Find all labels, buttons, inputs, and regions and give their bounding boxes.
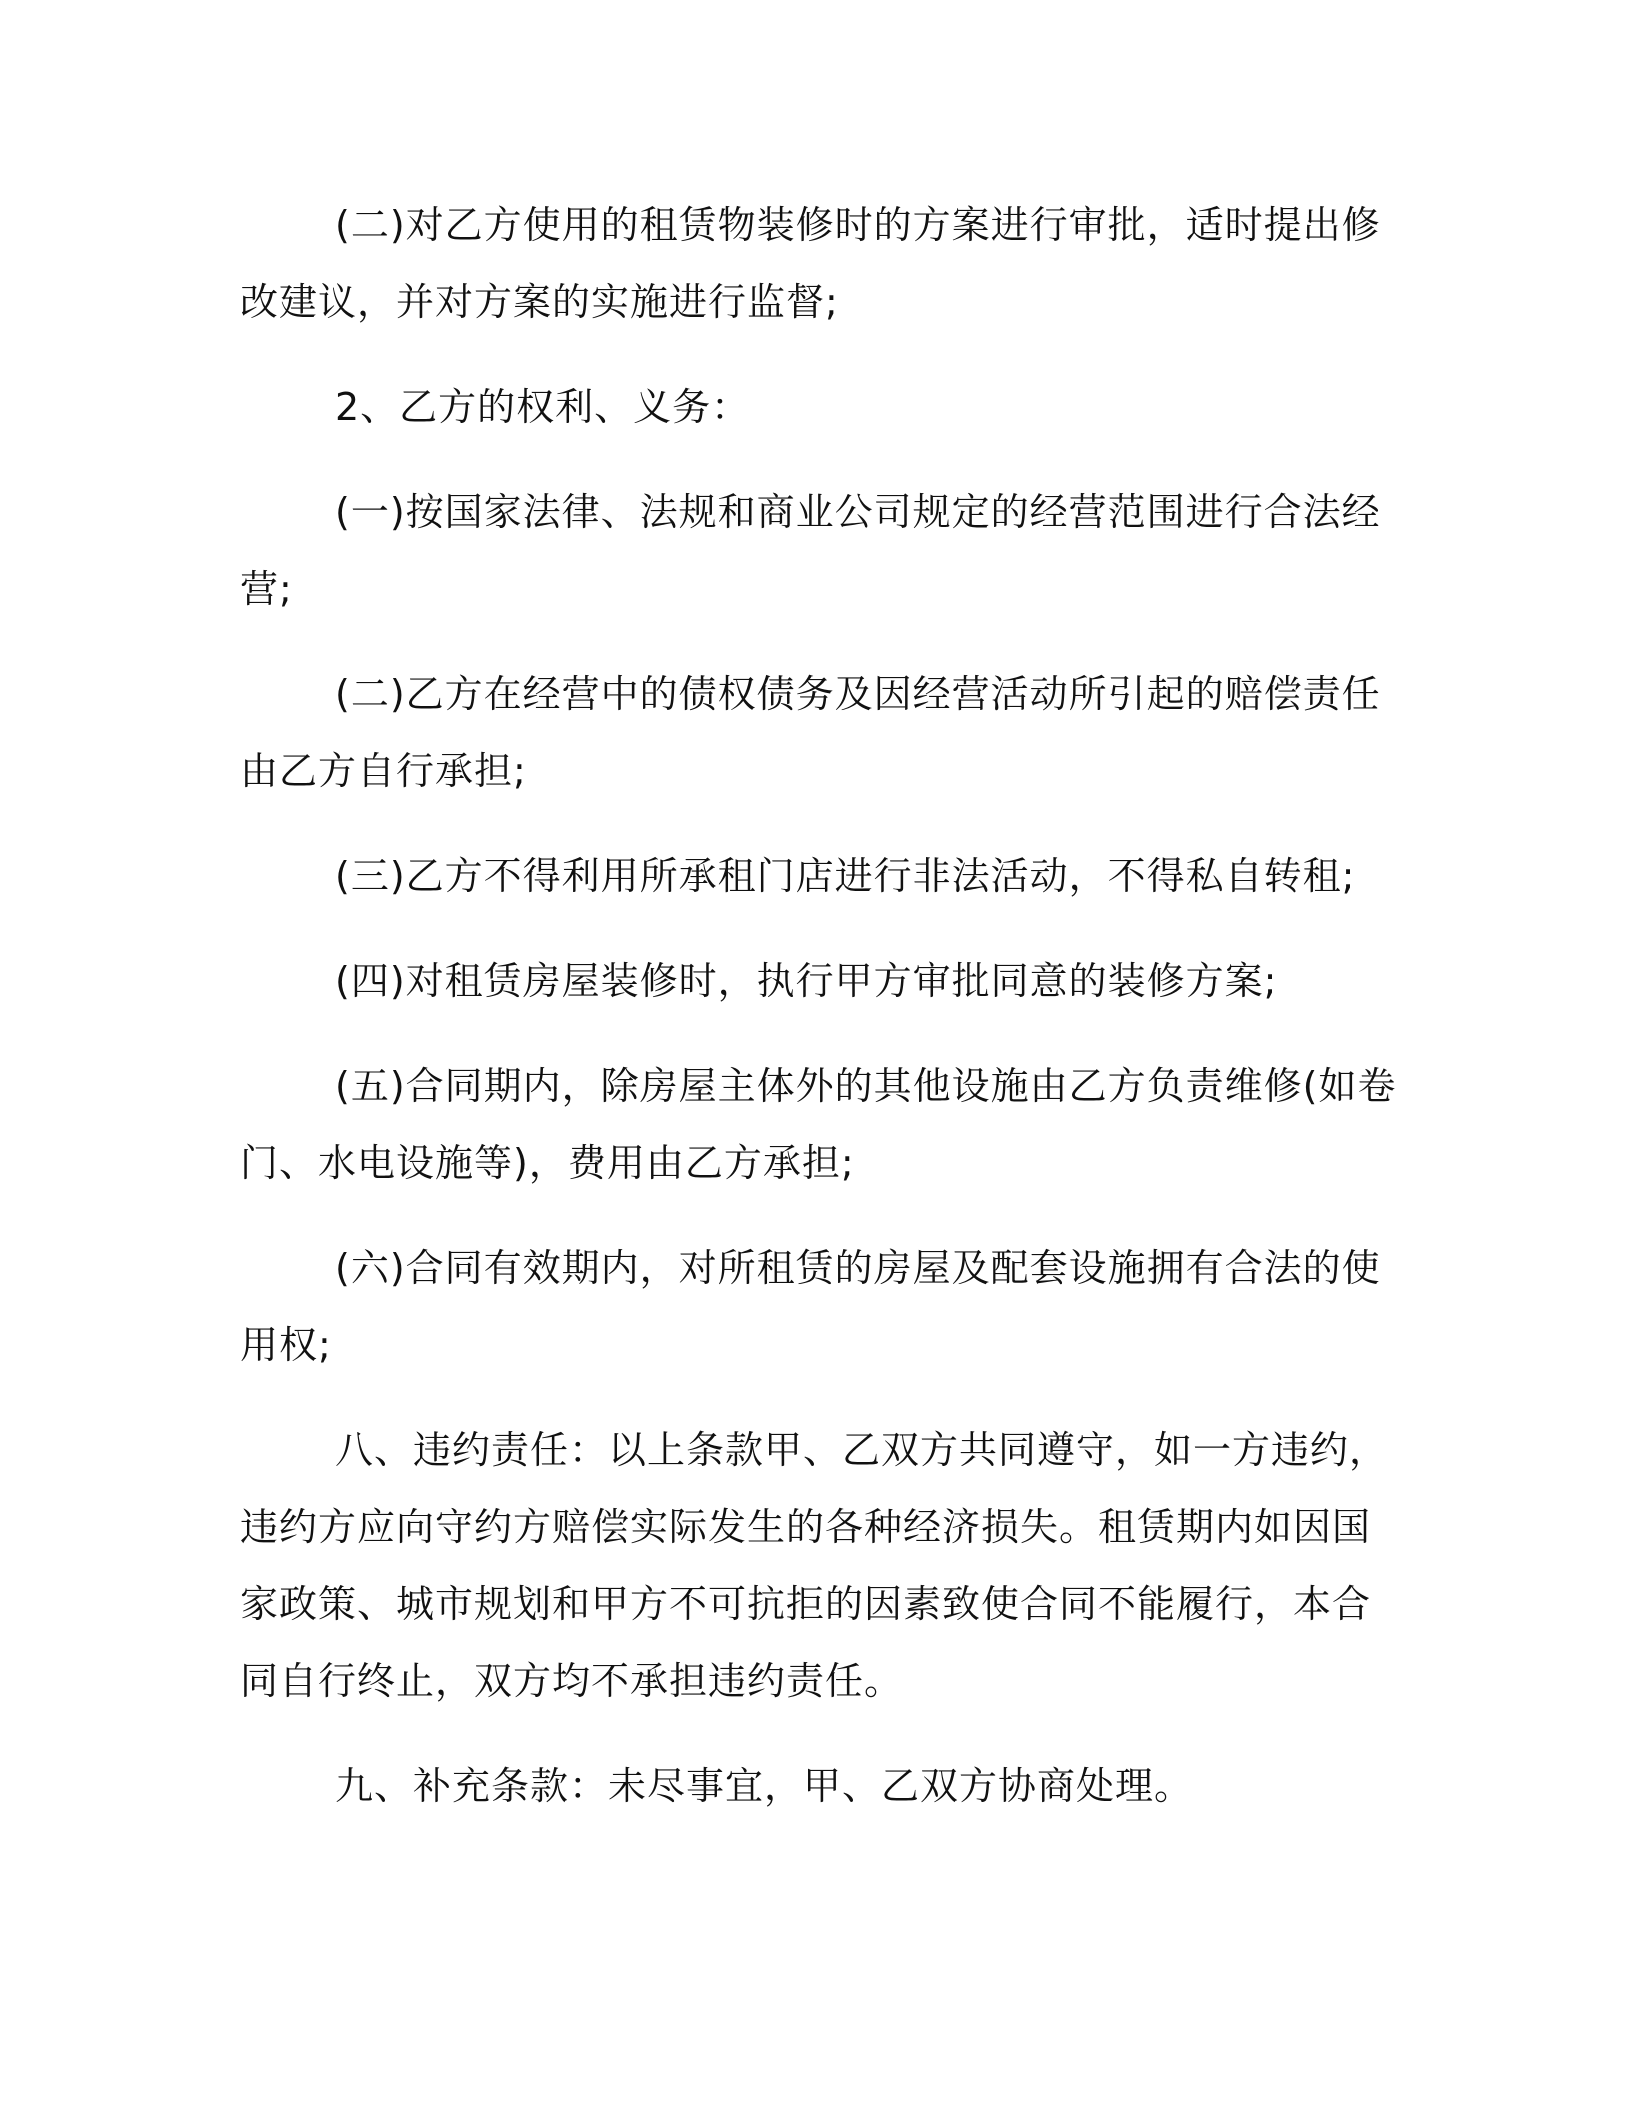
paragraph-breach-liability: 八、违约责任：以上条款甲、乙双方共同遵守，如一方违约，违约方应向守约方赔偿实际发生的各种经济损失。租赁期内如因国家政策、城市规划和甲方不可抗拒的因素致使合同不能履行，本合同自行终止，双方均不承担违约责任。 (240, 1428, 1389, 1703)
paragraph-no-illegal-activity: (三)乙方不得利用所承租门店进行非法活动，不得私自转租; (335, 854, 1356, 898)
paragraph-approval-clause: (二)对乙方使用的租赁物装修时的方案进行审批，适时提出修改建议，并对方案的实施进行监督; (240, 203, 1381, 324)
paragraph-debt-liability: (二)乙方在经营中的债权债务及因经营活动所引起的赔偿责任由乙方自行承担; (240, 672, 1381, 793)
paragraph-supplementary-terms: 九、补充条款：未尽事宜，甲、乙双方协商处理。 (335, 1764, 1194, 1808)
paragraph-usage-right: (六)合同有效期内，对所租赁的房屋及配套设施拥有合法的使用权; (240, 1246, 1381, 1367)
paragraph-party-b-heading: 2、乙方的权利、义务： (335, 385, 751, 429)
paragraph-renovation-plan: (四)对租赁房屋装修时，执行甲方审批同意的装修方案; (335, 959, 1278, 1003)
document-body (240, 187, 1400, 1853)
paragraph-lawful-operation: (一)按国家法律、法规和商业公司规定的经营范围进行合法经营; (240, 490, 1381, 611)
paragraph-maintenance: (五)合同期内，除房屋主体外的其他设施由乙方负责维修(如卷门、水电设施等)，费用由乙方承担; (240, 1064, 1397, 1185)
